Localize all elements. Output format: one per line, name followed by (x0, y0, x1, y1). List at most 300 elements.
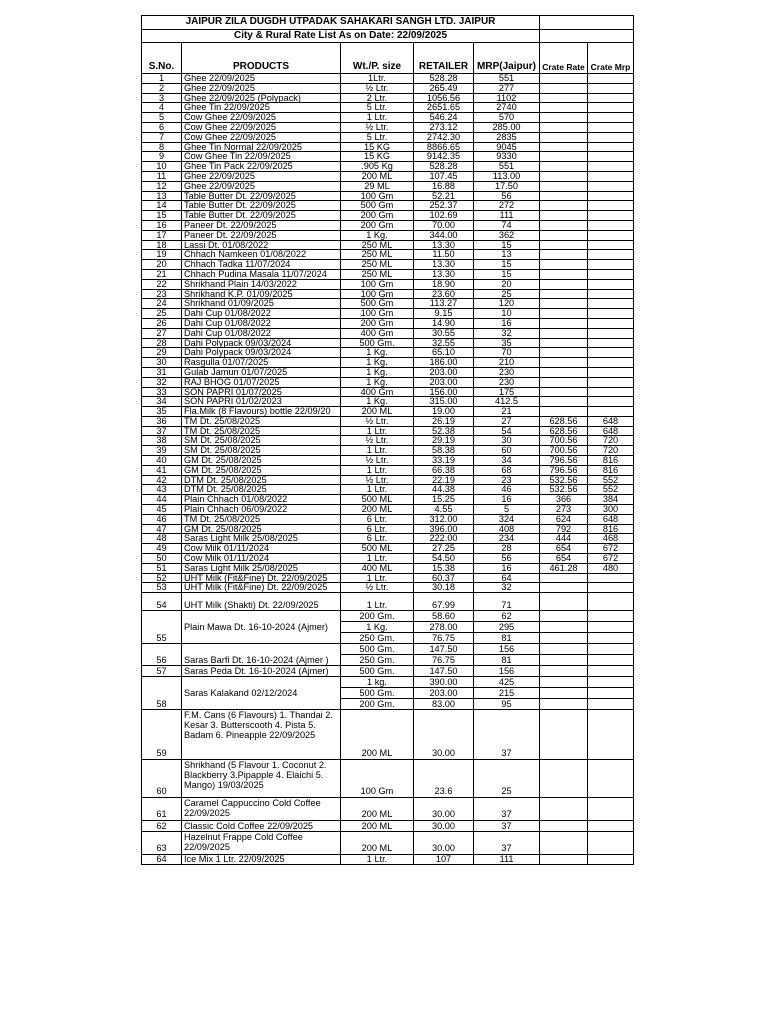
product-cell: Cow Ghee 22/09/2025 (182, 113, 341, 123)
product-cell: Chhach Tadka 11/07/2024 (182, 260, 341, 270)
product-cell: Shrikhand 01/09/2025 (182, 299, 341, 309)
mrp-cell: 56 (474, 554, 540, 564)
table-row (142, 485, 634, 495)
size-cell: 500 ML (341, 544, 414, 554)
crate-rate-cell (540, 289, 588, 299)
product-cell: Saras Peda Dt. 16-10-2024 (Ajmer) (182, 666, 341, 677)
crate-mrp-cell (588, 348, 634, 358)
col-retailer: RETAILER (414, 43, 474, 74)
size-cell: 100 Gm (341, 191, 414, 201)
rate-list-date: City & Rural Rate List As on Date: 22/09/2025 (142, 29, 540, 43)
crate-rate-cell (540, 798, 588, 821)
mrp-cell: 34 (474, 456, 540, 466)
retailer-cell: 30.00 (414, 710, 474, 760)
table-row (142, 554, 634, 564)
sno-cell: 64 (142, 855, 182, 865)
product-cell: UHT Milk (Shakti) Dt. 22/09/2025 (182, 593, 341, 611)
mrp-cell: 2835 (474, 132, 540, 142)
crate-rate-cell (540, 328, 588, 338)
crate-mrp-cell (588, 83, 634, 93)
sno-cell: 2 (142, 83, 182, 93)
retailer-cell: 16.88 (414, 181, 474, 191)
sno-cell: 50 (142, 554, 182, 564)
crate-rate-cell (540, 103, 588, 113)
mrp-cell: 111 (474, 855, 540, 865)
mrp-cell: 56 (474, 191, 540, 201)
size-cell: 1 Ltr. (341, 554, 414, 564)
product-cell: TM Dt. 25/08/2025 (182, 426, 341, 436)
product-cell: Ghee Tin Normal 22/09/2025 (182, 142, 341, 152)
table-row (142, 74, 634, 84)
product-cell: Cow Milk 01/11/2024 (182, 544, 341, 554)
retailer-cell: 278.00 (414, 622, 474, 633)
product-cell: Ghee 22/09/2025 (182, 181, 341, 191)
product-cell: Paneer Dt. 22/09/2025 (182, 230, 341, 240)
mrp-cell: 27 (474, 416, 540, 426)
table-row (142, 171, 634, 181)
sno-cell: 32 (142, 377, 182, 387)
size-cell: ½ Ltr. (341, 456, 414, 466)
mrp-cell: 1102 (474, 93, 540, 103)
retailer-cell: 344.00 (414, 230, 474, 240)
crate-rate-cell: 628.56 (540, 426, 588, 436)
product-cell: Ghee 22/09/2025 (182, 74, 341, 84)
mrp-cell: 17.50 (474, 181, 540, 191)
size-cell: 200 ML (341, 798, 414, 821)
table-row (142, 710, 634, 760)
mrp-cell: 551 (474, 162, 540, 172)
product-cell: Ghee 22/09/2025 (182, 83, 341, 93)
product-cell: Cow Ghee 22/09/2025 (182, 122, 341, 132)
table-row (142, 367, 634, 377)
retailer-cell: 30.18 (414, 583, 474, 593)
crate-mrp-cell: 648 (588, 514, 634, 524)
table-row (142, 142, 634, 152)
mrp-cell: 37 (474, 832, 540, 855)
sno-cell: 18 (142, 240, 182, 250)
sno-cell: 11 (142, 171, 182, 181)
size-cell: 500 Gm. (341, 338, 414, 348)
size-cell: 400 ML (341, 563, 414, 573)
crate-mrp-cell (588, 367, 634, 377)
crate-rate-cell: 796.56 (540, 456, 588, 466)
retailer-cell: 13.30 (414, 240, 474, 250)
table-row (142, 563, 634, 573)
product-cell: Cow Milk 01/11/2024 (182, 554, 341, 564)
size-cell: 6 Ltr. (341, 514, 414, 524)
crate-mrp-cell (588, 611, 634, 622)
sno-cell: 30 (142, 358, 182, 368)
retailer-cell: 30.00 (414, 798, 474, 821)
retailer-cell: 52.21 (414, 191, 474, 201)
crate-rate-cell (540, 211, 588, 221)
size-cell: 200 ML (341, 505, 414, 515)
title-row (142, 16, 634, 30)
product-cell: TM Dt. 25/08/2025 (182, 514, 341, 524)
size-cell: 200 Gm (341, 211, 414, 221)
product-cell: Plain Chhach 06/09/2022 (182, 505, 341, 515)
product-cell: Hazelnut Frappe Cold Coffee 22/09/2025 (182, 832, 341, 855)
table-row (142, 318, 634, 328)
mrp-cell: 230 (474, 367, 540, 377)
retailer-cell: 52.38 (414, 426, 474, 436)
retailer-cell: 107.45 (414, 171, 474, 181)
table-row (142, 377, 634, 387)
table-row (142, 152, 634, 162)
table-row (142, 358, 634, 368)
crate-rate-cell (540, 710, 588, 760)
sno-cell: 28 (142, 338, 182, 348)
mrp-cell: 16 (474, 495, 540, 505)
mrp-cell: 156 (474, 666, 540, 677)
mrp-cell: 285.00 (474, 122, 540, 132)
table-row (142, 534, 634, 544)
table-row (142, 821, 634, 832)
size-cell: 250 ML (341, 269, 414, 279)
retailer-cell: 4.55 (414, 505, 474, 515)
product-cell: F.M. Cans (6 Flavours) 1. Thandai 2. Kesar 3. Butterscooth 4. Pista 5. Badam 6. Pineapple 22/09/2025 (182, 710, 341, 760)
sno-cell: 21 (142, 269, 182, 279)
sno-cell: 4 (142, 103, 182, 113)
retailer-cell: 15.25 (414, 495, 474, 505)
size-cell: 100 Gm (341, 289, 414, 299)
retailer-cell: 546.24 (414, 113, 474, 123)
crate-rate-cell (540, 279, 588, 289)
crate-mrp-cell: 480 (588, 563, 634, 573)
retailer-cell: 67.99 (414, 593, 474, 611)
retailer-cell: 11.50 (414, 250, 474, 260)
mrp-cell: 62 (474, 611, 540, 622)
size-cell: 250 ML (341, 250, 414, 260)
mrp-cell: 70 (474, 348, 540, 358)
table-row (142, 544, 634, 554)
crate-rate-cell (540, 230, 588, 240)
table-row (142, 397, 634, 407)
product-cell: Dahi Cup 01/08/2022 (182, 328, 341, 338)
size-cell: 1 Kg. (341, 377, 414, 387)
product-cell: Saras Light Milk 25/08/2025 (182, 534, 341, 544)
crate-mrp-cell (588, 688, 634, 699)
size-cell: 5 Ltr. (341, 103, 414, 113)
table-row (142, 611, 634, 622)
retailer-cell: 14.90 (414, 318, 474, 328)
crate-rate-cell (540, 666, 588, 677)
product-cell: Ghee 22/09/2025 (Polypack) (182, 93, 341, 103)
mrp-cell: 32 (474, 328, 540, 338)
mrp-cell: 230 (474, 377, 540, 387)
crate-rate-cell: 796.56 (540, 465, 588, 475)
size-cell: 1 Ltr. (341, 855, 414, 865)
sno-cell: 47 (142, 524, 182, 534)
retailer-cell: 273.12 (414, 122, 474, 132)
table-row (142, 677, 634, 688)
table-row (142, 191, 634, 201)
crate-rate-cell (540, 677, 588, 688)
sno-cell: 5 (142, 113, 182, 123)
crate-rate-cell: 624 (540, 514, 588, 524)
product-cell: Plain Mawa Dt. 16-10-2024 (Ajmer) (182, 611, 341, 644)
product-cell: Shrikhand K.P. 01/09/2025 (182, 289, 341, 299)
product-cell: Table Butter Dt. 22/09/2025 (182, 211, 341, 221)
size-cell: 200 Gm (341, 220, 414, 230)
mrp-cell: 60 (474, 446, 540, 456)
crate-rate-cell (540, 181, 588, 191)
product-cell: UHT Milk (Fit&Fine) Dt. 22/09/2025 (182, 583, 341, 593)
product-cell: Shrikhand (5 Flavour 1. Coconut 2. Blackberry 3.Pipapple 4. Elaichi 5. Mango) 19/03/2025 (182, 760, 341, 798)
size-cell: 2 Ltr. (341, 93, 414, 103)
product-cell: Ghee Tin 22/09/2025 (182, 103, 341, 113)
table-row (142, 328, 634, 338)
retailer-cell: 265.49 (414, 83, 474, 93)
retailer-cell: 65.10 (414, 348, 474, 358)
crate-mrp-cell (588, 279, 634, 289)
crate-rate-cell (540, 367, 588, 377)
crate-mrp-cell (588, 760, 634, 798)
crate-rate-cell (540, 113, 588, 123)
crate-mrp-cell (588, 132, 634, 142)
crate-rate-cell (540, 269, 588, 279)
mrp-cell: 25 (474, 289, 540, 299)
size-cell: 250 ML (341, 260, 414, 270)
sno-cell: 56 (142, 644, 182, 666)
size-cell: 500 Gm. (341, 688, 414, 699)
sno-cell: 8 (142, 142, 182, 152)
crate-rate-cell (540, 191, 588, 201)
crate-mrp-cell: 648 (588, 416, 634, 426)
sno-cell: 34 (142, 397, 182, 407)
mrp-cell: 156 (474, 644, 540, 655)
retailer-cell: 147.50 (414, 644, 474, 655)
size-cell: 6 Ltr. (341, 534, 414, 544)
size-cell: 250 Gm. (341, 633, 414, 644)
crate-mrp-cell: 720 (588, 446, 634, 456)
table-row (142, 83, 634, 93)
table-row (142, 573, 634, 583)
size-cell: 1Ltr. (341, 74, 414, 84)
crate-mrp-cell (588, 328, 634, 338)
table-row (142, 338, 634, 348)
table-row (142, 475, 634, 485)
table-row (142, 426, 634, 436)
mrp-cell: 551 (474, 74, 540, 84)
crate-mrp-cell (588, 397, 634, 407)
crate-mrp-cell (588, 250, 634, 260)
retailer-cell: 8866.65 (414, 142, 474, 152)
retailer-cell: 13.30 (414, 269, 474, 279)
crate-rate-cell (540, 348, 588, 358)
table-row (142, 162, 634, 172)
product-cell: Saras Light Milk 25/08/2025 (182, 563, 341, 573)
size-cell: ½ Ltr. (341, 122, 414, 132)
mrp-cell: 120 (474, 299, 540, 309)
col-size: Wt./P. size (341, 43, 414, 74)
size-cell: 250 Gm. (341, 655, 414, 666)
sno-cell: 20 (142, 260, 182, 270)
sno-cell: 25 (142, 309, 182, 319)
crate-rate-cell (540, 338, 588, 348)
mrp-cell: 425 (474, 677, 540, 688)
table-row (142, 832, 634, 855)
product-cell: Ice Mix 1 Ltr. 22/09/2025 (182, 855, 341, 865)
retailer-cell: 315.00 (414, 397, 474, 407)
sno-cell: 51 (142, 563, 182, 573)
retailer-cell: 32.55 (414, 338, 474, 348)
product-cell: Rasgulla 01/07/2025 (182, 358, 341, 368)
mrp-cell: 37 (474, 798, 540, 821)
crate-mrp-cell (588, 573, 634, 583)
crate-mrp-cell (588, 201, 634, 211)
retailer-cell: 9.15 (414, 309, 474, 319)
size-cell: 200 ML (341, 171, 414, 181)
rate-list-table (141, 15, 634, 865)
retailer-cell: 186.00 (414, 358, 474, 368)
product-cell: Shrikhand Plain 14/03/2022 (182, 279, 341, 289)
size-cell: 15 KG (341, 152, 414, 162)
size-cell: 200 Gm (341, 318, 414, 328)
table-row (142, 220, 634, 230)
size-cell: 1 Kg. (341, 622, 414, 633)
size-cell: 1 Ltr. (341, 446, 414, 456)
retailer-cell: 30.00 (414, 821, 474, 832)
table-row (142, 524, 634, 534)
crate-mrp-cell (588, 655, 634, 666)
table-row (142, 201, 634, 211)
crate-mrp-cell (588, 358, 634, 368)
retailer-cell: 22.19 (414, 475, 474, 485)
product-cell: Dahi Polypack 09/03/2024 (182, 348, 341, 358)
crate-mrp-cell (588, 142, 634, 152)
column-header-row (142, 43, 634, 74)
table-row (142, 407, 634, 417)
retailer-cell: 9142.35 (414, 152, 474, 162)
table-row (142, 269, 634, 279)
crate-mrp-cell (588, 644, 634, 655)
size-cell: 1 Kg. (341, 397, 414, 407)
crate-rate-cell: 700.56 (540, 446, 588, 456)
crate-mrp-cell (588, 103, 634, 113)
crate-mrp-cell (588, 220, 634, 230)
size-cell: 250 ML (341, 240, 414, 250)
crate-rate-cell (540, 622, 588, 633)
mrp-cell: 37 (474, 821, 540, 832)
crate-mrp-cell: 648 (588, 426, 634, 436)
sno-cell: 15 (142, 211, 182, 221)
crate-mrp-cell: 384 (588, 495, 634, 505)
retailer-cell: 33.19 (414, 456, 474, 466)
sno-cell: 54 (142, 593, 182, 611)
table-row (142, 505, 634, 515)
crate-rate-cell (540, 162, 588, 172)
table-row (142, 348, 634, 358)
crate-rate-cell (540, 201, 588, 211)
sno-cell: 35 (142, 407, 182, 417)
retailer-cell: 203.00 (414, 367, 474, 377)
crate-mrp-cell: 816 (588, 465, 634, 475)
size-cell: 1 Kg. (341, 230, 414, 240)
size-cell: 500 Gm. (341, 666, 414, 677)
product-cell: Table Butter Dt. 22/09/2025 (182, 201, 341, 211)
sno-cell: 10 (142, 162, 182, 172)
sno-cell: 29 (142, 348, 182, 358)
mrp-cell: 175 (474, 387, 540, 397)
crate-mrp-cell (588, 122, 634, 132)
size-cell: ½ Ltr. (341, 83, 414, 93)
mrp-cell: 46 (474, 485, 540, 495)
sno-cell: 61 (142, 798, 182, 821)
crate-rate-cell (540, 132, 588, 142)
crate-rate-cell (540, 171, 588, 181)
mrp-cell: 277 (474, 83, 540, 93)
mrp-cell: 9330 (474, 152, 540, 162)
table-row (142, 103, 634, 113)
crate-mrp-cell (588, 260, 634, 270)
crate-rate-cell (540, 299, 588, 309)
sno-cell: 12 (142, 181, 182, 191)
mrp-cell: 412.5 (474, 397, 540, 407)
product-cell: GM Dt. 25/08/2025 (182, 456, 341, 466)
sno-cell: 38 (142, 436, 182, 446)
table-row (142, 798, 634, 821)
retailer-cell: 44.38 (414, 485, 474, 495)
crate-rate-cell (540, 573, 588, 583)
size-cell: 200 ML (341, 710, 414, 760)
sno-cell: 1 (142, 74, 182, 84)
retailer-cell: 528.28 (414, 162, 474, 172)
table-row (142, 760, 634, 798)
crate-mrp-cell (588, 309, 634, 319)
crate-rate-cell: 366 (540, 495, 588, 505)
mrp-cell: 64 (474, 573, 540, 583)
mrp-cell: 68 (474, 465, 540, 475)
sno-cell: 40 (142, 456, 182, 466)
size-cell: 15 KG (341, 142, 414, 152)
crate-mrp-cell (588, 622, 634, 633)
sno-cell: 59 (142, 710, 182, 760)
sno-cell: 62 (142, 821, 182, 832)
retailer-cell: 18.90 (414, 279, 474, 289)
crate-rate-cell: 628.56 (540, 416, 588, 426)
sno-cell: 3 (142, 93, 182, 103)
retailer-cell: 76.75 (414, 633, 474, 644)
mrp-cell: 35 (474, 338, 540, 348)
col-crate-rate: Crate Rate (540, 43, 588, 74)
mrp-cell: 408 (474, 524, 540, 534)
mrp-cell: 111 (474, 211, 540, 221)
crate-mrp-cell (588, 387, 634, 397)
table-row (142, 644, 634, 655)
mrp-cell: 71 (474, 593, 540, 611)
crate-rate-cell (540, 83, 588, 93)
mrp-cell: 20 (474, 279, 540, 289)
crate-rate-cell (540, 633, 588, 644)
retailer-cell: 60.37 (414, 573, 474, 583)
crate-rate-cell: 532.56 (540, 485, 588, 495)
mrp-cell: 570 (474, 113, 540, 123)
mrp-cell: 21 (474, 407, 540, 417)
mrp-cell: 81 (474, 655, 540, 666)
table-row (142, 289, 634, 299)
retailer-cell: 156.00 (414, 387, 474, 397)
table-row (142, 279, 634, 289)
retailer-cell: 23.60 (414, 289, 474, 299)
size-cell: 500 Gm. (341, 644, 414, 655)
mrp-cell: 5 (474, 505, 540, 515)
sno-cell: 36 (142, 416, 182, 426)
table-row (142, 122, 634, 132)
size-cell: 1 kg. (341, 677, 414, 688)
product-cell: Dahi Cup 01/08/2022 (182, 309, 341, 319)
sno-cell: 41 (142, 465, 182, 475)
